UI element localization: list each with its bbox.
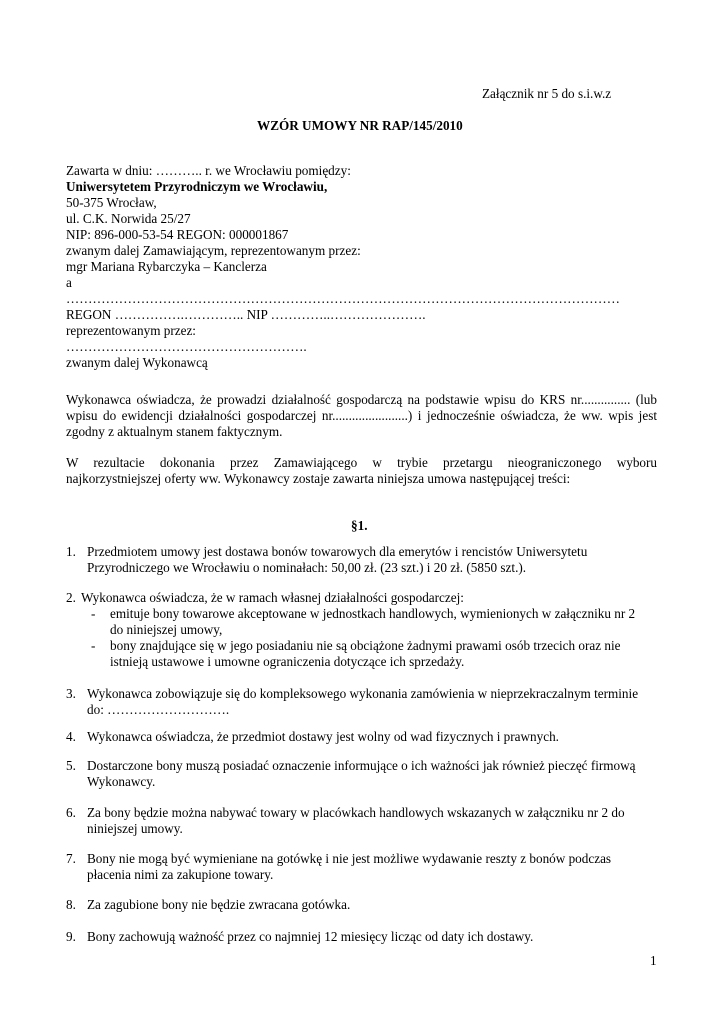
item-number: 5. [66,758,76,773]
item-line: płacenia nimi za zakupione towary. [87,867,274,882]
krs-statement-paragraph [66,392,657,440]
item-line: Przyrodniczego we Wrocławiu o nominałach: 50,00 zł. (23 szt.) i 20 zł. (5850 szt.). [87,560,527,575]
section-heading: §1. [351,518,368,533]
item-number: 2. [66,590,76,605]
item-line: niniejszej umowy. [87,821,183,836]
bullet-item [110,606,657,638]
parties-line: a [66,275,72,290]
university-name: Uniwersytetem Przyrodniczym we Wrocławiu, [66,179,328,194]
parties-line: REGON …………….………….. NIP …………..…………………. [66,307,426,322]
bullet-line: istnieją ustawowe i umowne ograniczenia dotyczące ich sprzedaży. [110,654,465,669]
item-line: Dostarczone bony muszą posiadać oznaczenie informujące o ich ważności jak również pieczęć firmową [87,758,636,773]
item-intro: Wykonawca oświadcza, że w ramach własnej działalności gospodarczej: [81,590,464,605]
parties-line: ul. C.K. Norwida 25/27 [66,211,191,226]
paragraph-line: W rezultacie dokonania przez Zamawiającego w trybie przetargu nieograniczonego wyboru [66,455,657,470]
parties-line: ………………………………………………. [66,339,307,354]
paragraph-line: najkorzystniejszej oferty ww. Wykonawcy zostaje zawarta niniejsza umowa następującej treści: [66,471,571,486]
item-3 [87,686,657,718]
item-1 [87,544,657,576]
item-7 [87,851,657,883]
item-number: 6. [66,805,76,820]
paragraph-line: wpisu do ewidencji działalności gospodarczej nr.......................) i jednocześnie oświadcza, że ww. wpis jest [66,408,657,423]
item-line: Bony nie mogą być wymieniane na gotówkę i nie jest możliwe wydawanie reszty z bonów podczas [87,851,612,866]
item-line: Za zagubione bony nie będzie zwracana gotówka. [87,897,351,912]
result-paragraph [66,455,657,487]
item-6 [87,805,657,837]
bullet-item [110,638,657,670]
bullet-dash: - [91,606,96,621]
item-line: Wykonawcy. [87,774,156,789]
parties-block [66,163,666,371]
parties-line: reprezentowanym przez: [66,323,196,338]
item-number: 8. [66,897,76,912]
parties-line: Zawarta w dniu: ……….. r. we Wrocławiu pomiędzy: [66,163,351,178]
item-line: Bony zachowują ważność przez co najmniej 12 miesięcy licząc od daty ich dostawy. [87,929,534,944]
parties-line: NIP: 896-000-53-54 REGON: 000001867 [66,227,289,242]
item-number: 9. [66,929,76,944]
bullet-line: bony znajdujące się w jego posiadaniu nie są obciążone żadnymi prawami osób trzecich oraz nie [110,638,621,653]
item-5 [87,758,657,790]
item-line: Za bony będzie można nabywać towary w placówkach handlowych wskazanych w załączniku nr 2 do [87,805,625,820]
parties-line: 50-375 Wrocław, [66,195,157,210]
item-line: Wykonawca zobowiązuje się do kompleksowego wykonania zamówienia w nieprzekraczalnym terminie [87,686,639,701]
item-number: 1. [66,544,76,559]
parties-line: zwanym dalej Zamawiającym, reprezentowanym przez: [66,243,361,258]
item-number: 4. [66,729,76,744]
bullet-line: emituje bony towarowe akceptowane w jednostkach handlowych, wymienionych w załączniku nr 2 [110,606,636,621]
item-line: Wykonawca oświadcza, że przedmiot dostawy jest wolny od wad fizycznych i prawnych. [87,729,559,744]
bullet-line: do niniejszej umowy, [110,622,223,637]
parties-line: mgr Mariana Rybarczyka – Kanclerza [66,259,267,274]
parties-line: zwanym dalej Wykonawcą [66,355,208,370]
paragraph-line: zgodny z aktualnym stanem faktycznym. [66,424,283,439]
page-number: 1 [650,953,657,968]
item-line: do: ………………………. [87,702,230,717]
item-line: Przedmiotem umowy jest dostawa bonów towarowych dla emerytów i rencistów Uniwersytetu [87,544,588,559]
attachment-label: Załącznik nr 5 do s.i.w.z [482,86,612,101]
item-number: 7. [66,851,76,866]
contractor-blank-line: ……………………………………………………………………………………………………………… [66,291,620,306]
bullet-dash: - [91,638,96,653]
item-number: 3. [66,686,76,701]
paragraph-line: Wykonawca oświadcza, że prowadzi działalność gospodarczą na podstawie wpisu do KRS nr............... (lub [66,392,657,407]
document-title: WZÓR UMOWY NR RAP/145/2010 [257,118,463,133]
